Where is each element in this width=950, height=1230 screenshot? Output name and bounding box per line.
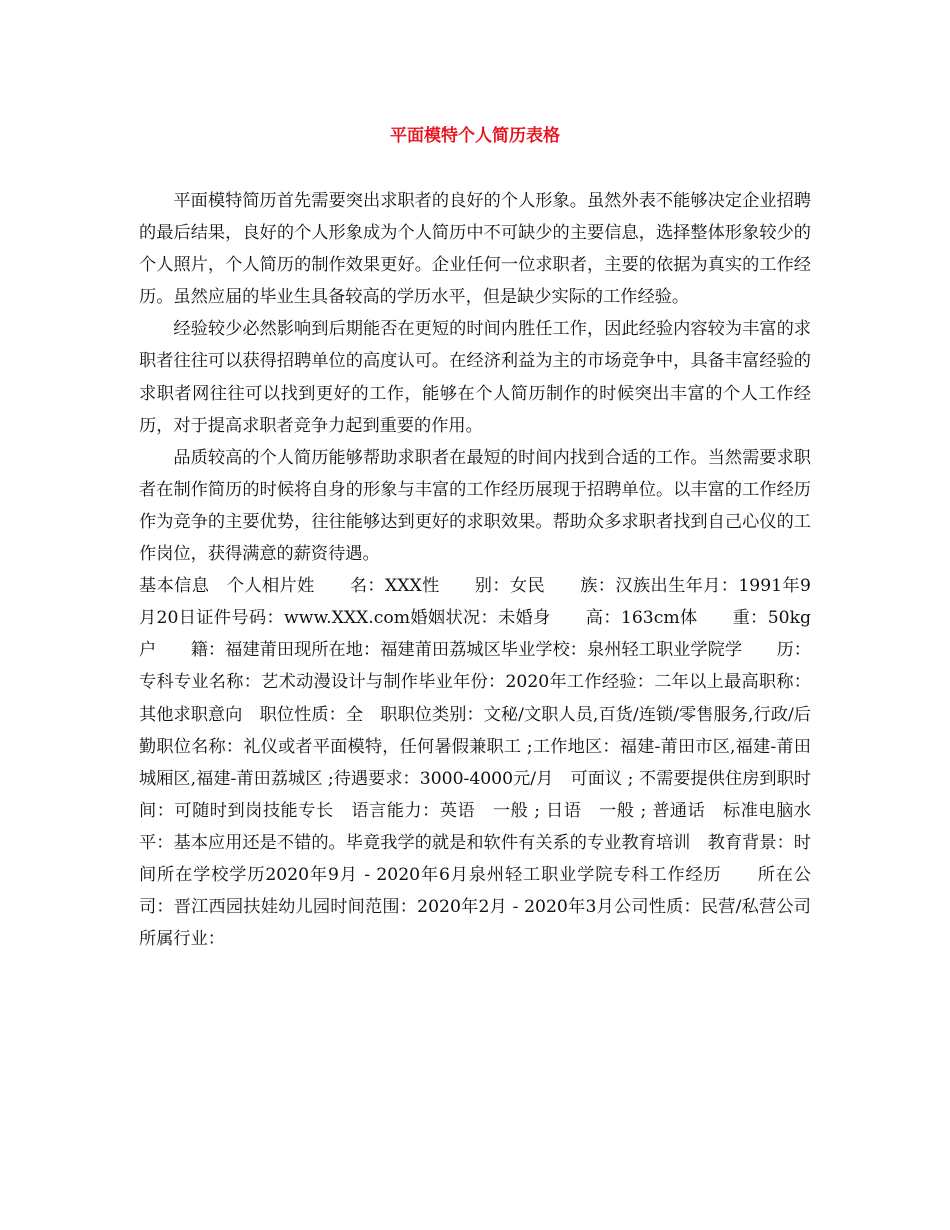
body-paragraph-2: 经验较少必然影响到后期能否在更短的时间内胜任工作，因此经验内容较为丰富的求职者往往可以获得招聘单位的高度认可。在经济利益为主的市场竞争中，具备丰富经验的求职者网往往可以找到更好的工作，能够在个人简历制作的时候突出丰富的个人工作经历，对于提高求职者竞争力起到重要的作用。 (139, 319, 811, 436)
body-paragraph-1: 平面模特简历首先需要突出求职者的良好的个人形象。虽然外表不能够决定企业招聘的最后结果，良好的个人形象成为个人简历中不可缺少的主要信息，选择整体形象较少的个人照片，个人简历的制作效果更好。企业任何一位求职者，主要的依据为真实的工作经历。虽然应届的毕业生具备较高的学历水平，但是缺少实际的工作经验。 (139, 191, 811, 308)
document-body (139, 185, 811, 955)
document-title: 平面模特个人简历表格 (390, 126, 560, 146)
body-paragraph-3: 品质较高的个人简历能够帮助求职者在最短的时间内找到合适的工作。当然需要求职者在制作简历的时候将自身的形象与丰富的工作经历展现于招聘单位。以丰富的工作经历作为竞争的主要优势，往往能够达到更好的求职效果。帮助众多求职者找到自己心仪的工作岗位，获得满意的薪资待遇。 (139, 447, 811, 565)
resume-info-block: 基本信息 个人相片姓 名：XXX性 别：女民 族：汉族出生年月：1991年9月20日证件号码：www.XXX.com婚姻状况：未婚身 高：163cm体 重：50kg户 籍：福建莆田现所在地：福建莆田荔城区毕业学校：泉州轻工职业学院学 历：专科专业名称：艺术动漫设计与制作毕业年份：2020年工作经验：二年以上最高职称：其他求职意向 职位性质：全 职职位类别：文秘/文职人员,百货/连锁/零售服务,行政/后勤职位名称：礼仪或者平面模特，任何暑假兼职工 ;工作地区：福建-莆田市区,福建-莆田城厢区,福建-莆田荔城区 ;待遇要求：3000-4000元/月 可面议 ; 不需要提供住房到职时间：可随时到岗技能专长 语言能力：英语 一般 ; 日语 一般 ; 普通话 标准电脑水平：基本应用还是不错的。毕竟我学的就是和软件有关系的专业教育培训 教育背景：时间所在学校学历2020年9月 - 2020年6月泉州轻工职业学院专科工作经历 所在公司：晋江西园扶娃幼儿园时间范围：2020年2月 - 2020年3月公司性质：民营/私营公司所属行业： (139, 576, 811, 950)
